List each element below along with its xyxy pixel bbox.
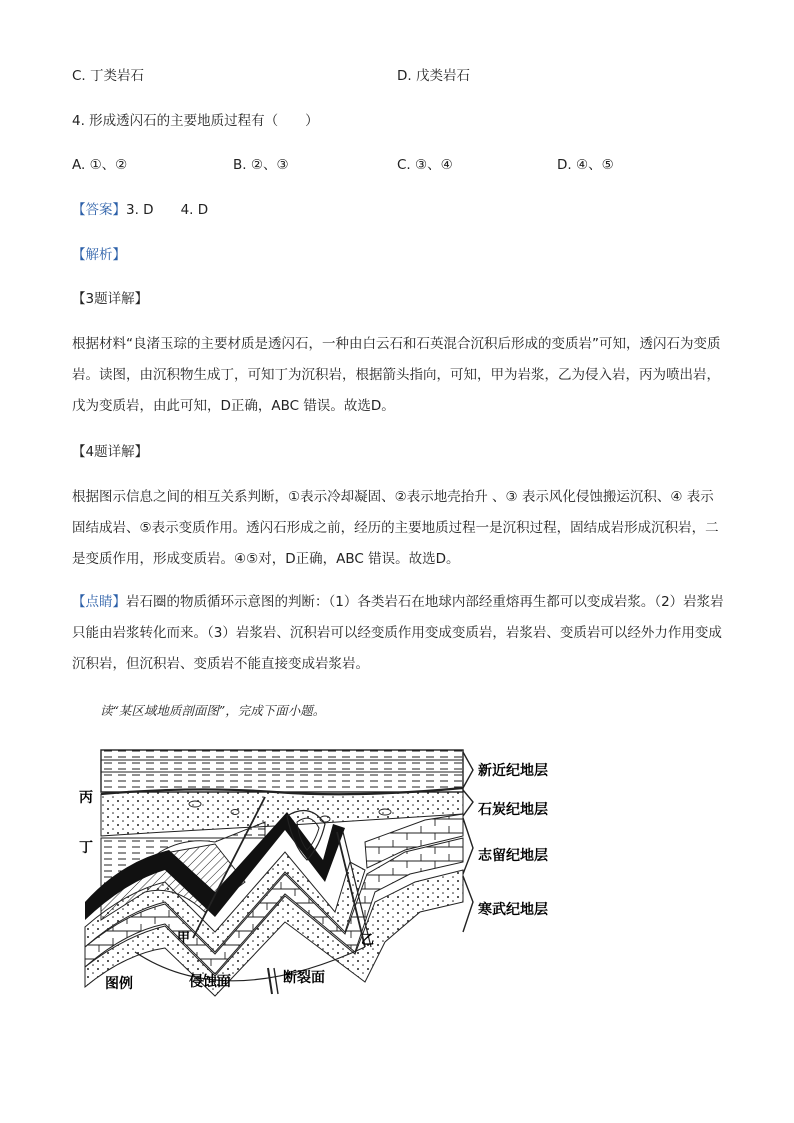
label-carboniferous: 石炭纪地层: [478, 802, 548, 818]
analysis-label: 【解析】: [72, 247, 126, 263]
answer-text: 3. D 4. D: [126, 202, 209, 218]
q4-option-c: C. ③、④: [397, 157, 453, 173]
legend-fault: 断裂面: [283, 970, 325, 986]
geologic-section-figure: [75, 742, 595, 1007]
legend-title: 图例: [105, 976, 133, 992]
label-ding: 丁: [79, 840, 93, 856]
q4-detail-title: 【4题详解】: [72, 444, 149, 460]
question-4-stem: 4. 形成透闪石的主要地质过程有（ ）: [72, 113, 319, 129]
tip-label: 【点睛】: [72, 594, 126, 610]
figure-caption: 读“某区域地质剖面图”，完成下面小题。: [100, 703, 326, 718]
label-silurian: 志留纪地层: [478, 848, 548, 864]
q4-option-b: B. ②、③: [233, 157, 289, 173]
q3-detail-body: 根据材料“良渚玉琮的主要材质是透闪石，一种由白云石和石英混合沉积后形成的变质岩”可知，透闪石为变质岩。读图，由沉积物生成丁，可知丁为沉积岩，根据箭头指向，可知，甲为岩浆，乙为侵入岩，丙为喷出岩，戊为变质岩，由此可知，D正确，ABC 错误。故选D。: [72, 336, 721, 414]
option-d: D. 戊类岩石: [397, 68, 470, 84]
label-yi: 乙: [361, 933, 375, 948]
answer-line: [72, 200, 208, 220]
q3-detail-title: 【3题详解】: [72, 291, 149, 307]
answer-label: 【答案】: [72, 202, 126, 218]
tip-paragraph: [72, 587, 724, 680]
q4-detail-body: 根据图示信息之间的相互关系判断，①表示冷却凝固、②表示地壳抬升 、③ 表示风化侵蚀搬运沉积、④ 表示固结成岩、⑤表示变质作用。透闪石形成之前，经历的主要地质过程一是沉积过程，固结成岩形成沉积岩，二是变质作用，形成变质岩。④⑤对，D正确，ABC 错误。故选D。: [72, 489, 719, 567]
tip-body: 岩石圈的物质循环示意图的判断：（1）各类岩石在地球内部经重熔再生都可以变成岩浆。（2）岩浆岩只能由岩浆转化而来。（3）岩浆岩、沉积岩可以经变质作用变成变质岩，岩浆岩、变质岩可以经外力作用变成沉积岩，但沉积岩、变质岩不能直接变成岩浆岩。: [72, 594, 724, 672]
label-jia: 甲: [177, 931, 191, 946]
q4-option-d: D. ④、⑤: [557, 157, 614, 173]
fault-legend-icon: [268, 968, 272, 994]
legend-erosion: 侵蚀面: [189, 974, 231, 990]
q4-option-a: A. ①、②: [72, 157, 128, 173]
label-cambrian: 寒武纪地层: [478, 902, 548, 918]
label-neogene: 新近纪地层: [478, 763, 548, 779]
option-c: C. 丁类岩石: [72, 68, 145, 84]
label-bing: 丙: [79, 790, 93, 806]
